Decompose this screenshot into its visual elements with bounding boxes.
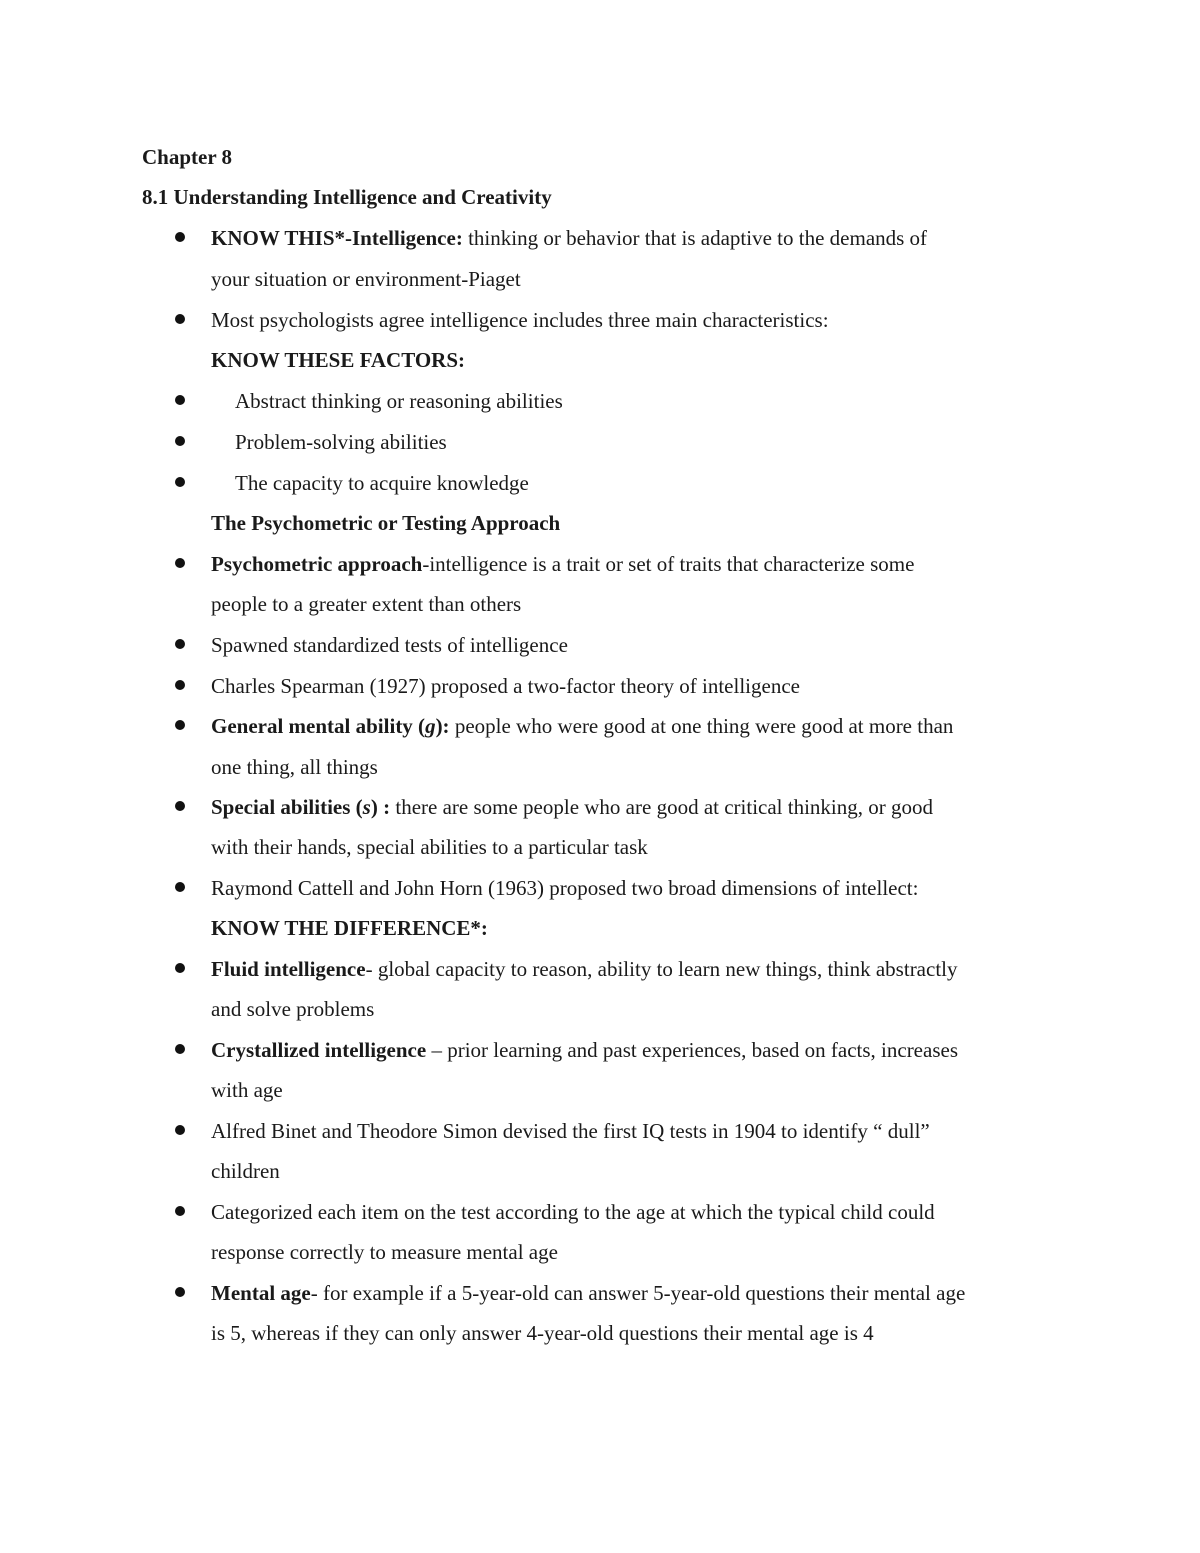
psychometric-definition: -intelligence is a trait or set of traits that characterize some: [422, 552, 915, 576]
bullet-icon: [175, 314, 185, 324]
bullet-icon: [175, 395, 185, 405]
list-item-psychometric: [211, 551, 914, 577]
intelligence-definition: thinking or behavior that is adaptive to the demands of: [462, 226, 928, 250]
bullet-icon: [175, 801, 185, 811]
list-item-abstract: Abstract thinking or reasoning abilities: [235, 389, 563, 413]
bullet-icon: [175, 882, 185, 892]
bullet-icon: [175, 720, 185, 730]
intelligence-definition-cont: your situation or environment-Piaget: [211, 267, 521, 291]
list-item-psychologists: Most psychologists agree intelligence includes three main characteristics:: [211, 308, 829, 332]
list-item-spearman: Charles Spearman (1927) proposed a two-factor theory of intelligence: [211, 674, 800, 698]
fluid-definition-cont: and solve problems: [211, 997, 375, 1021]
term-general-ability-g: g: [425, 714, 436, 738]
list-item-spawned: Spawned standardized tests of intelligence: [211, 633, 568, 657]
list-item-special-abilities: [211, 794, 933, 820]
list-item-capacity: The capacity to acquire knowledge: [235, 471, 529, 495]
bullet-icon: [175, 1044, 185, 1054]
bullet-icon: [175, 963, 185, 973]
bullet-icon: [175, 1206, 185, 1216]
mental-age-definition-cont: is 5, whereas if they can only answer 4-year-old questions their mental age is 4: [211, 1321, 874, 1345]
term-intelligence: KNOW THIS*-Intelligence:: [211, 226, 463, 250]
mental-age-definition: - for example if a 5-year-old can answer 5-year-old questions their mental age: [310, 1281, 966, 1305]
term-fluid: Fluid intelligence: [211, 957, 366, 981]
list-item-mental-age: [211, 1280, 965, 1306]
know-difference-heading: KNOW THE DIFFERENCE*:: [211, 916, 488, 940]
list-item-categorized: Categorized each item on the test according to the age at which the typical child could: [211, 1200, 935, 1224]
categorized-cont: response correctly to measure mental age: [211, 1240, 558, 1264]
term-mental-age: Mental age: [211, 1281, 311, 1305]
term-special-abilities-b: ) :: [370, 795, 391, 819]
psychometric-heading: The Psychometric or Testing Approach: [211, 511, 561, 535]
bullet-icon: [175, 558, 185, 568]
term-general-ability: [211, 714, 450, 738]
list-item-binet: Alfred Binet and Theodore Simon devised the first IQ tests in 1904 to identify “ dull”: [211, 1119, 930, 1143]
bullet-icon: [175, 639, 185, 649]
section-title: 8.1 Understanding Intelligence and Creativity: [142, 185, 552, 209]
bullet-icon: [175, 680, 185, 690]
list-item-fluid: [211, 956, 958, 982]
bullet-icon: [175, 1125, 185, 1135]
term-general-ability-b: ):: [435, 714, 450, 738]
general-ability-definition: people who were good at one thing were good at more than: [449, 714, 954, 738]
bullet-icon: [175, 1287, 185, 1297]
term-special-abilities-s: s: [362, 795, 371, 819]
list-item-intelligence: [211, 225, 927, 251]
term-psychometric: Psychometric approach: [211, 552, 423, 576]
term-general-ability-a: General mental ability (: [211, 714, 426, 738]
term-special-abilities-a: Special abilities (: [211, 795, 363, 819]
fluid-definition: - global capacity to reason, ability to learn new things, think abstractly: [365, 957, 958, 981]
binet-cont: children: [211, 1159, 280, 1183]
list-item-crystallized: [211, 1037, 958, 1063]
special-abilities-definition: there are some people who are good at critical thinking, or good: [390, 795, 934, 819]
crystallized-definition-cont: with age: [211, 1078, 283, 1102]
chapter-title: Chapter 8: [142, 145, 233, 169]
know-factors-heading: KNOW THESE FACTORS:: [211, 348, 466, 372]
list-item-cattell: Raymond Cattell and John Horn (1963) proposed two broad dimensions of intellect:: [211, 876, 919, 900]
bullet-icon: [175, 477, 185, 487]
psychometric-definition-cont: people to a greater extent than others: [211, 592, 522, 616]
bullet-icon: [175, 436, 185, 446]
bullet-icon: [175, 232, 185, 242]
crystallized-definition: – prior learning and past experiences, based on facts, increases: [426, 1038, 958, 1062]
special-abilities-definition-cont: with their hands, special abilities to a particular task: [211, 835, 648, 859]
list-item-problem-solving: Problem-solving abilities: [235, 430, 447, 454]
list-item-general-ability: [211, 713, 953, 739]
general-ability-definition-cont: one thing, all things: [211, 755, 378, 779]
term-special-abilities: [211, 795, 390, 819]
term-crystallized: Crystallized intelligence: [211, 1038, 427, 1062]
